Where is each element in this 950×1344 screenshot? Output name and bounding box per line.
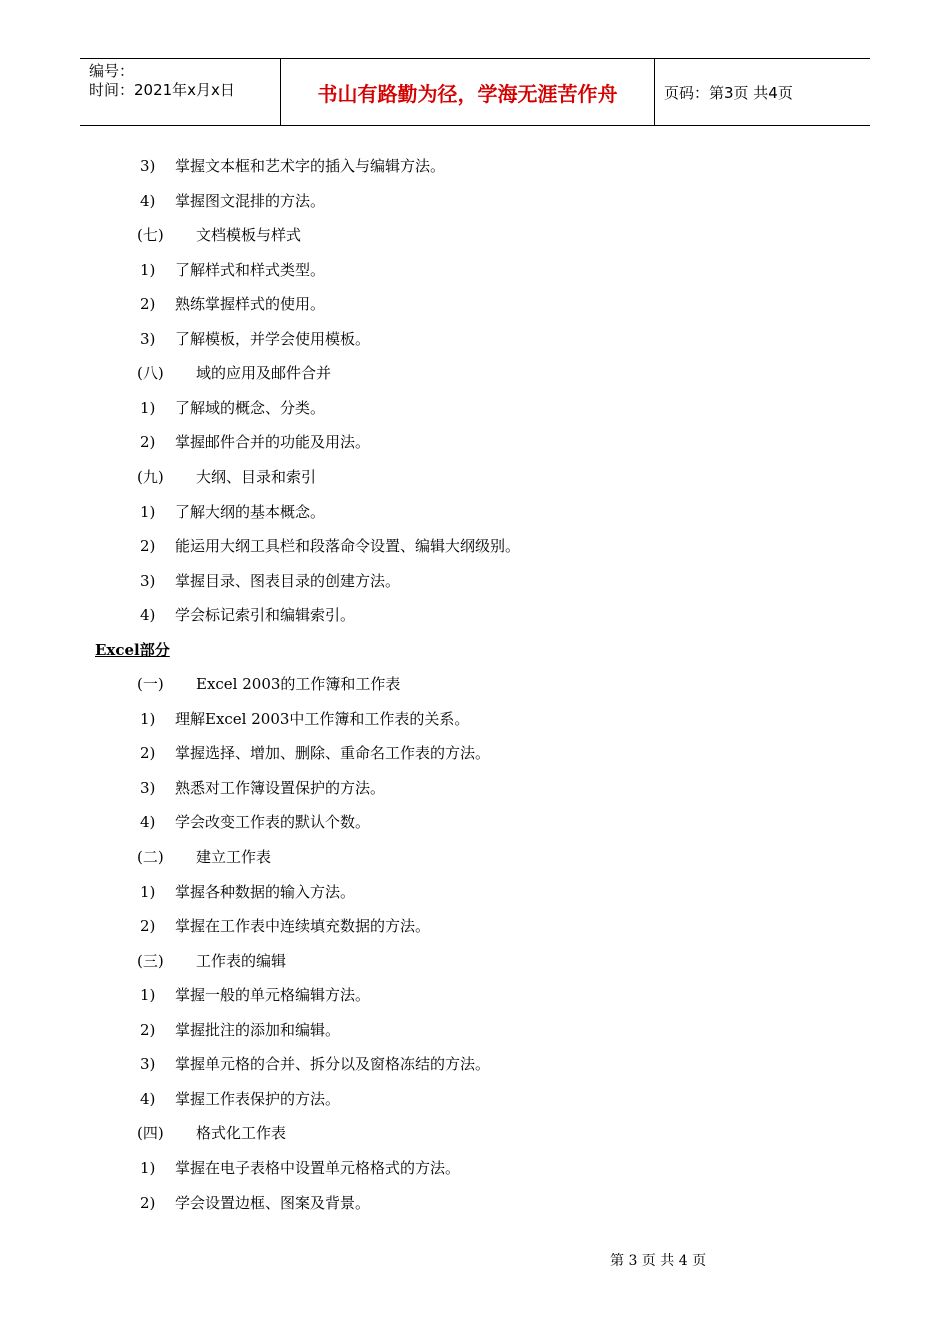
list-item-text: 掌握图文混排的方法。 xyxy=(175,191,326,210)
list-item-text: 了解样式和样式类型。 xyxy=(175,260,326,279)
list-item-number: 4) xyxy=(140,191,156,210)
subsection-number: (九) xyxy=(137,467,164,486)
subsection-number: (八) xyxy=(137,364,164,383)
subsection-title: 格式化工作表 xyxy=(196,1124,287,1143)
subsection-title: 工作表的编辑 xyxy=(196,951,287,970)
subsection-number: (二) xyxy=(137,848,164,866)
list-item-text: 学会标记索引和编辑索引。 xyxy=(175,606,356,625)
list-item-text: 掌握在电子表格中设置单元格格式的方法。 xyxy=(175,1158,461,1177)
list-item-text: 掌握邮件合并的功能及用法。 xyxy=(175,433,371,452)
document-time-label: 时间：2021年x月x日 xyxy=(89,81,235,99)
subsection-number: (七) xyxy=(137,226,164,245)
subsection-title: 大纲、目录和索引 xyxy=(196,467,317,486)
list-item-text: 熟悉对工作簿设置保护的方法。 xyxy=(175,778,386,797)
list-item-text: 掌握目录、图表目录的创建方法。 xyxy=(175,571,401,590)
subsection-title: 域的应用及邮件合并 xyxy=(196,364,332,383)
list-item-number: 3) xyxy=(140,571,156,590)
list-item-text: 了解模板，并学会使用模板。 xyxy=(175,329,371,348)
subsection-title: 建立工作表 xyxy=(196,848,272,866)
list-item-text: 了解大纲的基本概念。 xyxy=(175,502,326,521)
subsection-number: (四) xyxy=(137,1124,164,1143)
list-item-number: 1) xyxy=(140,709,156,728)
list-item-text: 了解域的概念、分类。 xyxy=(175,398,326,417)
list-item-text: 掌握文本框和艺术字的插入与编辑方法。 xyxy=(175,157,446,175)
list-item-number: 3) xyxy=(140,329,156,348)
section-heading-text: Excel部分 xyxy=(95,640,170,659)
list-item-number: 1) xyxy=(140,1158,156,1177)
list-item-number: 1) xyxy=(140,502,156,521)
list-item-text: 掌握各种数据的输入方法。 xyxy=(175,882,356,901)
list-item-number: 2) xyxy=(140,1193,156,1212)
list-item-text: 熟练掌握样式的使用。 xyxy=(175,295,326,314)
subsection-title: 文档模板与样式 xyxy=(196,226,302,245)
subsection-number: (一) xyxy=(137,675,164,694)
subsection-number: (三) xyxy=(137,951,164,970)
list-item-number: 4) xyxy=(140,606,156,625)
list-item-number: 2) xyxy=(140,433,156,452)
list-item-text: 掌握在工作表中连续填充数据的方法。 xyxy=(175,917,431,936)
list-item-text: 学会改变工作表的默认个数。 xyxy=(175,813,371,832)
list-item-text: 掌握一般的单元格编辑方法。 xyxy=(175,986,371,1005)
header-page-info: 页码：第3页 共4页 xyxy=(664,84,793,102)
list-item-number: 3) xyxy=(140,778,156,797)
document-number-label: 编号： xyxy=(89,62,135,80)
list-item-number: 2) xyxy=(140,917,156,936)
list-item-number: 1) xyxy=(140,882,156,901)
list-item-number: 4) xyxy=(140,1089,156,1108)
list-item-number: 3) xyxy=(140,1055,156,1074)
header-motto: 书山有路勤为径，学海无涯苦作舟 xyxy=(281,59,655,126)
list-item-number: 2) xyxy=(140,295,156,314)
list-item-number: 2) xyxy=(140,537,156,556)
list-item-number: 1) xyxy=(140,398,156,417)
list-item-text: 掌握单元格的合并、拆分以及窗格冻结的方法。 xyxy=(175,1055,491,1074)
list-item-text: 能运用大纲工具栏和段落命令设置、编辑大纲级别。 xyxy=(175,537,521,556)
list-item-text: 掌握选择、增加、删除、重命名工作表的方法。 xyxy=(175,744,491,763)
list-item-text: 理解Excel 2003中工作簿和工作表的关系。 xyxy=(175,709,470,728)
list-item-text: 学会设置边框、图案及背景。 xyxy=(175,1193,371,1212)
list-item-number: 1) xyxy=(140,260,156,279)
page-footer: 第 3 页 共 4 页 xyxy=(610,1253,707,1269)
list-item-number: 4) xyxy=(140,813,156,832)
list-item-number: 1) xyxy=(140,986,156,1005)
list-item-text: 掌握工作表保护的方法。 xyxy=(175,1089,341,1108)
list-item-number: 3) xyxy=(140,157,156,175)
subsection-title: Excel 2003的工作簿和工作表 xyxy=(196,675,401,694)
list-item-text: 掌握批注的添加和编辑。 xyxy=(175,1020,341,1039)
header-meta xyxy=(80,59,281,126)
list-item-number: 2) xyxy=(140,1020,156,1039)
page-header xyxy=(80,58,870,126)
list-item-number: 2) xyxy=(140,744,156,763)
